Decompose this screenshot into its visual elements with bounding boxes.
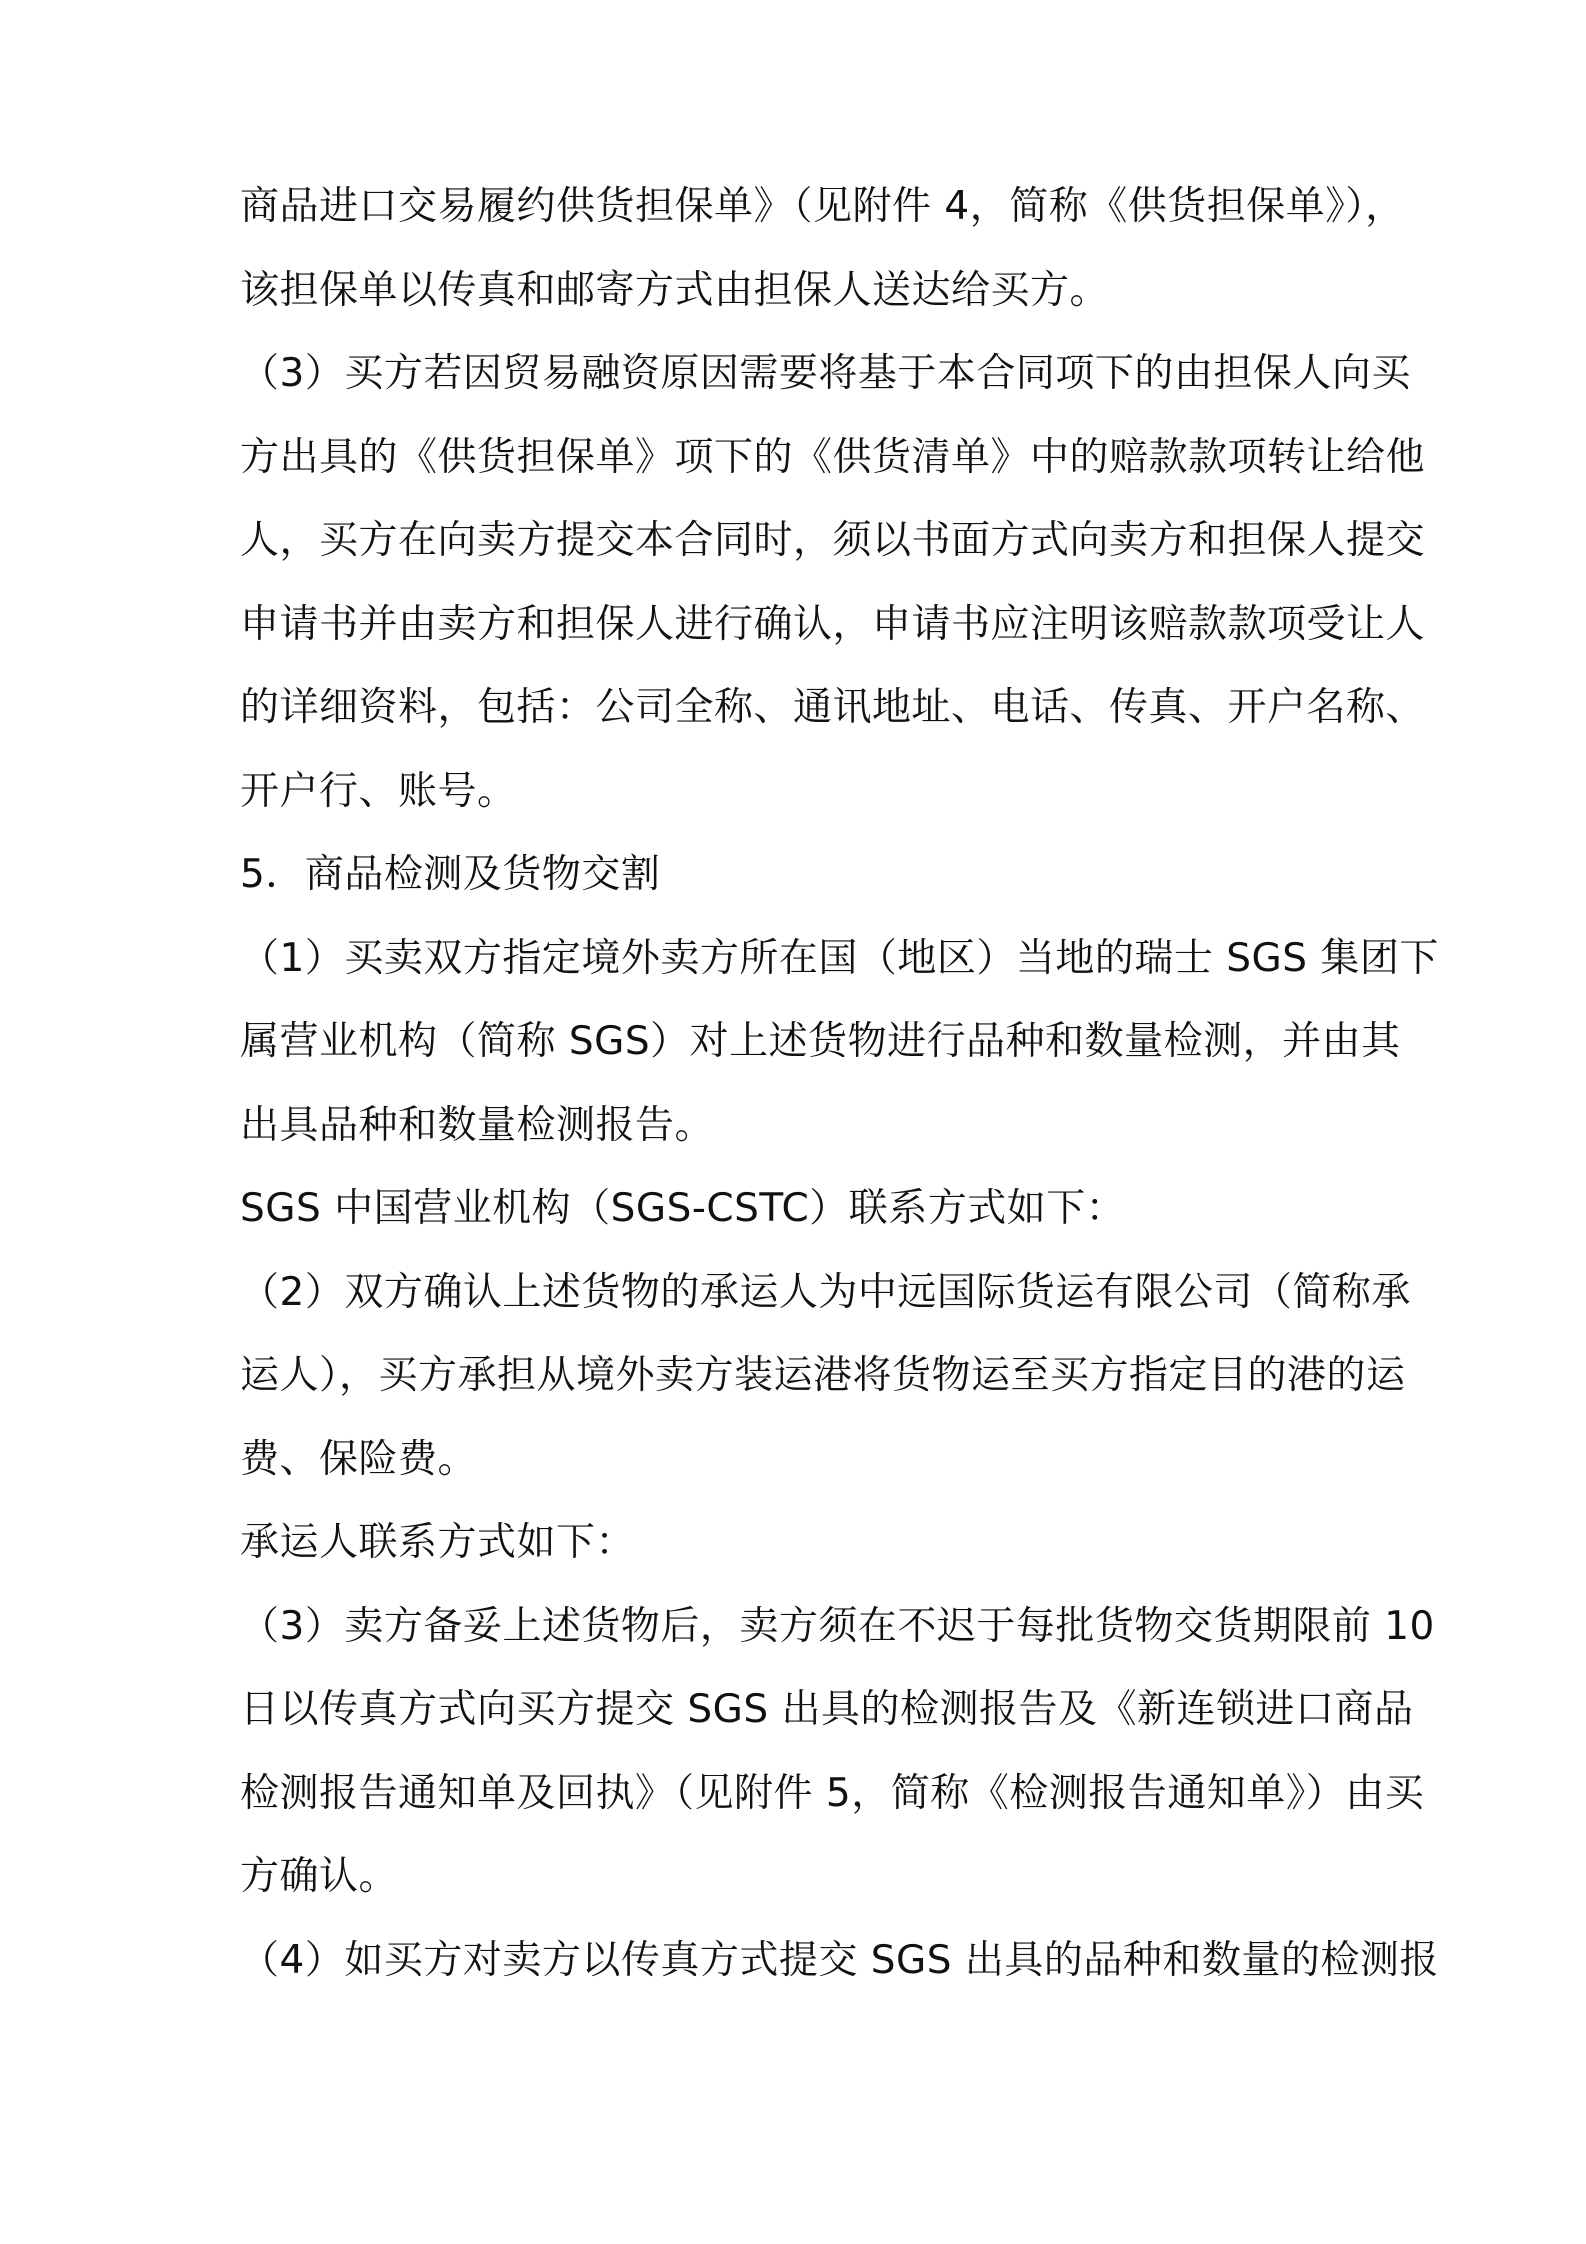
text-line: （4）如买方对卖方以传真方式提交 SGS 出具的品种和数量的检测报 [240,1937,1439,1983]
text-line: 该担保单以传真和邮寄方式由担保人送达给买方。 [240,267,1110,313]
text-line: 承运人联系方式如下： [240,1520,636,1565]
text-line: 开户行、账号。 [240,768,517,814]
text-line: SGS 中国营业机构（SGS-CSTC）联系方式如下： [240,1186,1126,1231]
text-line: 人，买方在向卖方提交本合同时，须以书面方式向卖方和担保人提交 [240,518,1426,563]
text-line: （2）双方确认上述货物的承运人为中远国际货运有限公司（简称承 [240,1269,1411,1315]
text-line: 费、保险费。 [240,1436,478,1482]
text-line: 申请书并由卖方和担保人进行确认，申请书应注明该赔款款项受让人 [240,601,1426,647]
section-heading: 5．商品检测及货物交割 [240,852,661,897]
text-line: 方出具的《供货担保单》项下的《供货清单》中的赔款款项转让给他 [240,434,1426,480]
text-line: 日以传真方式向买方提交 SGS 出具的检测报告及《新连锁进口商品 [240,1687,1414,1732]
text-line: （3）卖方备妥上述货物后，卖方须在不迟于每批货物交货期限前 10 [240,1603,1435,1649]
text-line: 运人），买方承担从境外卖方装运港将货物运至买方指定目的港的运 [240,1353,1406,1398]
text-line: （1）买卖双方指定境外卖方所在国（地区）当地的瑞士 SGS 集团下 [240,935,1439,981]
document-body [240,165,1439,2002]
text-line: 属营业机构（简称 SGS）对上述货物进行品种和数量检测，并由其 [240,1019,1401,1064]
text-line: 方确认。 [240,1854,399,1899]
text-line: 出具品种和数量检测报告。 [240,1102,715,1148]
text-line: （3）买方若因贸易融资原因需要将基于本合同项下的由担保人向买 [240,351,1411,396]
text-line: 检测报告通知单及回执》（见附件 5，简称《检测报告通知单》）由买 [240,1770,1425,1816]
text-line: 的详细资料，包括：公司全称、通讯地址、电话、传真、开户名称、 [240,685,1426,730]
text-line: 商品进口交易履约供货担保单》（见附件 4，简称《供货担保单》）， [240,184,1405,229]
